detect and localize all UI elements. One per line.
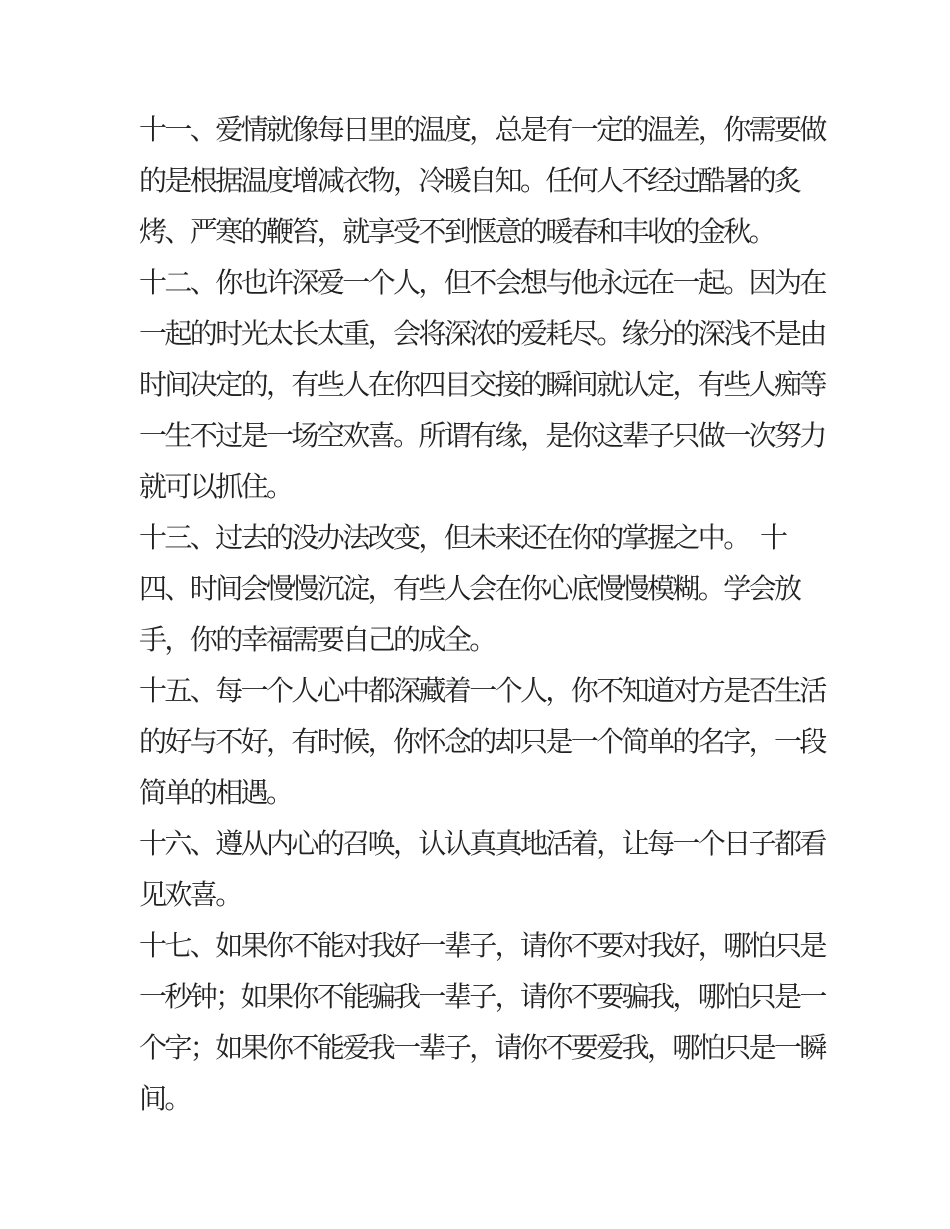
text-line: 就可以抓住。 xyxy=(139,472,292,503)
paragraph-item-12 xyxy=(139,258,850,513)
text-line: 的好与不好，有时候，你怀念的却只是一个简单的名字，一段 xyxy=(139,727,825,758)
text-line: 烤、严寒的鞭笞，就享受不到惬意的暖春和丰收的金秋。 xyxy=(139,217,775,248)
text-line: 见欢喜。 xyxy=(139,880,241,911)
text-line: 一生不过是一场空欢喜。所谓有缘，是你这辈子只做一次努力 xyxy=(139,421,825,452)
paragraph-item-17 xyxy=(139,921,850,1125)
paragraph-item-11 xyxy=(139,105,850,258)
text-line: 手，你的幸福需要自己的成全。 xyxy=(139,625,495,656)
paragraph-item-16 xyxy=(139,819,850,921)
text-line: 十二、你也许深爱一个人，但不会想与他永远在一起。因为在 xyxy=(139,268,825,299)
text-line: 时间决定的，有些人在你四目交接的瞬间就认定，有些人痴等 xyxy=(139,370,825,401)
paragraph-item-15 xyxy=(139,666,850,819)
paragraph-item-13-14 xyxy=(139,513,850,666)
text-line: 四、时间会慢慢沉淀，有些人会在你心底慢慢模糊。学会放 xyxy=(139,574,800,605)
text-line: 十一、爱情就像每日里的温度，总是有一定的温差，你需要做 xyxy=(139,115,825,146)
text-line: 十七、如果你不能对我好一辈子，请你不要对我好，哪怕只是 xyxy=(139,931,825,962)
text-line: 的是根据温度增减衣物，冷暖自知。任何人不经过酷暑的炙 xyxy=(139,166,800,197)
text-line: 十三、过去的没办法改变，但未来还在你的掌握之中。 十 xyxy=(139,523,786,554)
text-line: 十六、遵从内心的召唤，认认真真地活着，让每一个日子都看 xyxy=(139,829,825,860)
text-line: 一秒钟；如果你不能骗我一辈子，请你不要骗我，哪怕只是一 xyxy=(139,982,825,1013)
text-line: 十五、每一个人心中都深藏着一个人，你不知道对方是否生活 xyxy=(139,676,825,707)
text-line: 间。 xyxy=(139,1084,190,1115)
text-line: 一起的时光太长太重，会将深浓的爱耗尽。缘分的深浅不是由 xyxy=(139,319,825,350)
text-line: 个字；如果你不能爱我一辈子，请你不要爱我，哪怕只是一瞬 xyxy=(139,1033,825,1064)
text-line: 简单的相遇。 xyxy=(139,778,292,809)
